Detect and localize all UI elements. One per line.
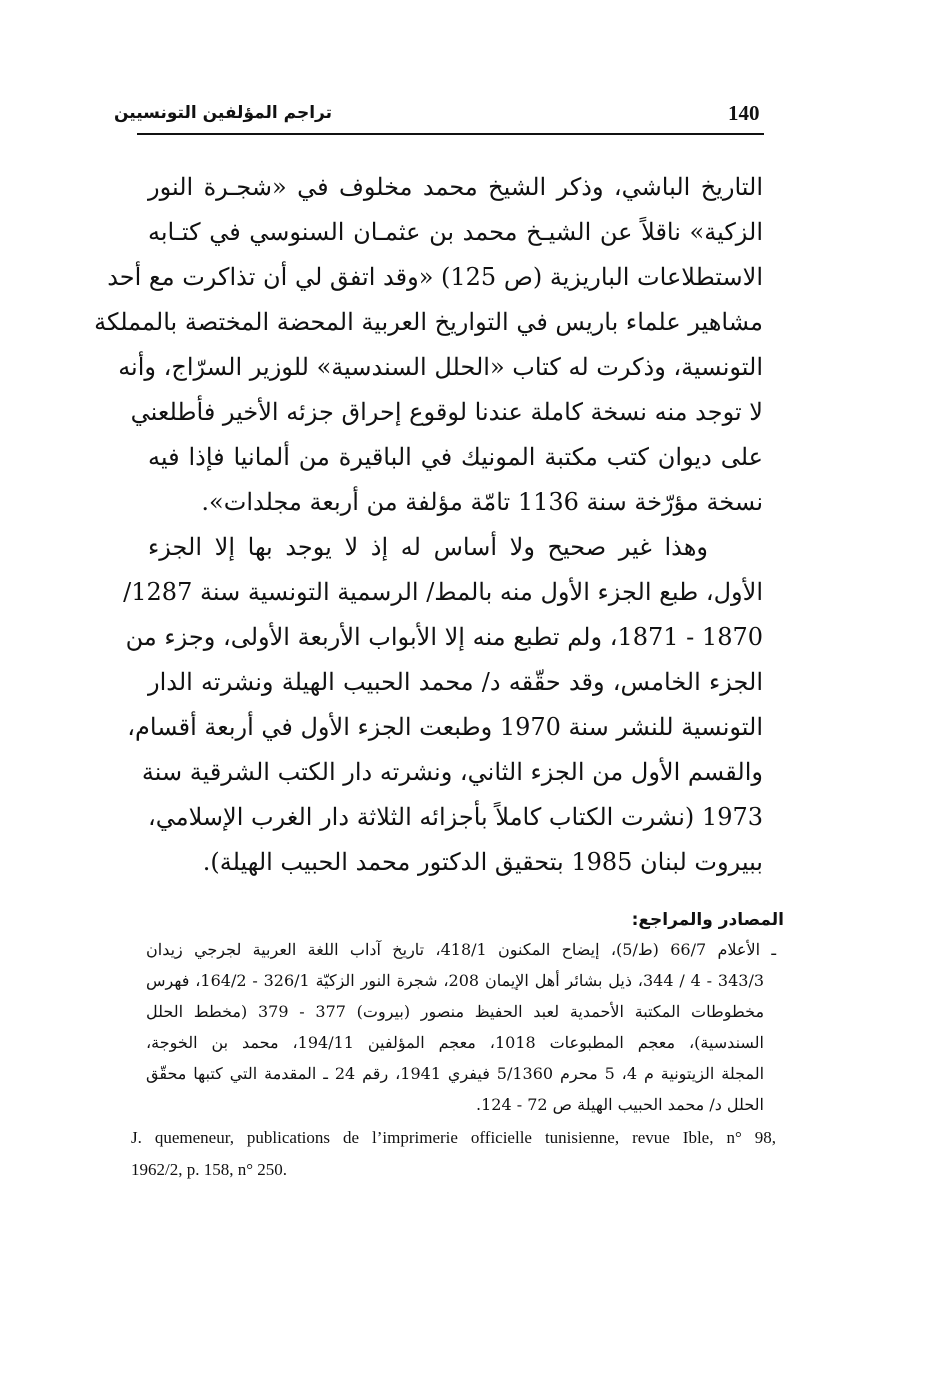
latin-reference-line: J. quemeneur, publications de l’imprimerie officielle tunisienne, revue Ible, n° 98, [131, 1128, 776, 1147]
paragraph1-line: لا توجد منه نسخة كاملة عندنا لوقوع إحراق جزئه الأخير فأطلعني [130, 398, 763, 426]
paragraph2-line: 1870 - 1871، ولم تطبع منه إلا الأبواب الأربعة الأولى، وجزء من [125, 623, 763, 651]
paragraph1-line: الزكية» ناقلاً عن الشيـخ محمد بن عثمـان السنوسي في كتـابه [148, 218, 763, 246]
sources-heading: المصادر والمراجع: [631, 910, 784, 930]
latin-reference-line: 1962/2, p. 158, n° 250. [131, 1160, 288, 1179]
source-line: ـ الأعلام 66/7 (ط/5)، إيضاح المكنون 418/1، تاريخ آداب اللغة العربية لجرجي زيدان [146, 940, 777, 959]
paragraph1-line: الاستطلاعات الباريزية (ص 125) «وقد اتفق لي أن تذاكرت مع أحد [107, 263, 763, 291]
source-line: الحلل د/ محمد الحبيب الهيلة ص 72 - 124. [476, 1095, 764, 1114]
paragraph2-line: الأول، طبع الجزء الأول منه بالمط/ الرسمية التونسية سنة 1287/ [123, 578, 763, 606]
paragraph2-line: 1973 (نشرت الكتاب كاملاً بأجزائه الثلاثة دار الغرب الإسلامي، [148, 803, 763, 831]
page-number: 140 [728, 101, 760, 125]
paragraph1-line: التاريخ الباشي، وذكر الشيخ محمد مخلوف في «شجـرة النور [148, 173, 763, 201]
paragraph1-line: التونسية، وذكرت له كتاب «الحلل السندسية» للوزير السرّاج، وأنه [118, 353, 763, 381]
paragraph2-line: والقسم الأول من الجزء الثاني، ونشرته دار الكتب الشرقية سنة [141, 758, 763, 786]
header-rule [137, 133, 764, 135]
paragraph1-line: مشاهير علماء باريس في التواريخ العربية المحضة المختصة بالمملكة [94, 308, 763, 336]
paragraph2-line: التونسية للنشر سنة 1970 وطبعت الجزء الأول في أربعة أقسام، [127, 713, 763, 741]
paragraph1-line: نسخة مؤرّخة سنة 1136 تامّة مؤلفة من أربعة مجلدات». [201, 488, 763, 516]
paragraph1-line: على ديوان كتب مكتبة المونيك في الباقيرة من ألمانيا فإذا فيه [148, 443, 763, 471]
paragraph2-line: الجزء الخامس، وقد حقّقه د/ محمد الحبيب الهيلة ونشرته الدار [148, 668, 763, 696]
source-line: المجلة الزيتونية م 4، 5 محرم 5/1360 فيفري 1941، رقم 24 ـ المقدمة التي كتبها محقّق [146, 1064, 765, 1083]
running-title: تراجم المؤلفين التونسيين [114, 103, 332, 123]
paragraph2-line: ببيروت لبنان 1985 بتحقيق الدكتور محمد الحبيب الهيلة). [202, 848, 763, 876]
source-line: مخطوطات المكتبة الأحمدية لعبد الحفيظ منصور (بيروت) 377 - 379 (مخطط الحلل [146, 1002, 765, 1021]
paragraph2-line: وهذا غير صحيح ولا أساس له إذ لا يوجد بها إلا الجزء [148, 533, 708, 561]
source-line: 343/3 - 4 / 344، ذيل بشائر أهل الإيمان 208، شجرة النور الزكيّة 326/1 - 164/2، فهرس [146, 971, 765, 990]
source-line: السندسية)، معجم المطبوعات 1018، معجم المؤلفين 194/11، محمد بن الخوجة، [146, 1033, 765, 1052]
